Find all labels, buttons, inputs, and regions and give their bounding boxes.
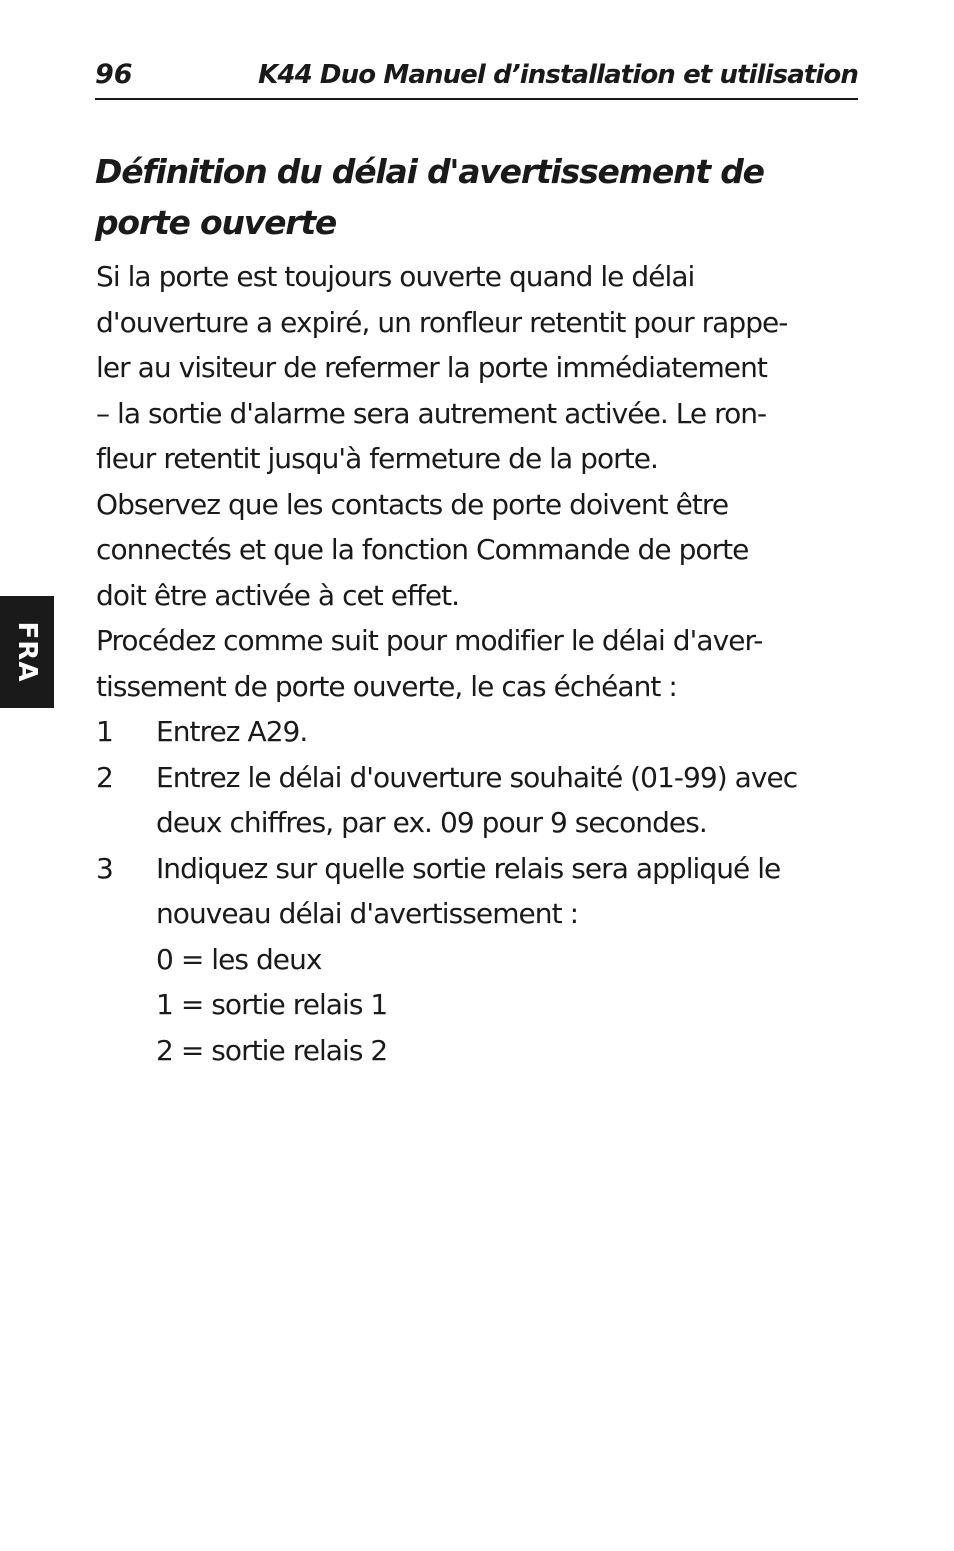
text-line: Procédez comme suit pour modifier le délai d'aver- — [96, 624, 763, 657]
language-tab-label: FRA — [12, 621, 42, 683]
page-header — [95, 56, 858, 100]
text-line: doit être activée à cet effet. — [96, 578, 460, 612]
text-line: – la sortie d'alarme sera autrement activée. Le ron- — [96, 396, 767, 430]
language-tab — [0, 596, 54, 708]
step-text: Entrez le délai d'ouverture souhaité (01-99) avec — [156, 760, 798, 794]
step-continuation — [96, 891, 866, 937]
paragraph-procedure — [96, 618, 866, 709]
text-line: ler au visiteur de refermer la porte immédiatement — [96, 351, 767, 384]
steps-list — [96, 709, 866, 937]
step-text: Indiquez sur quelle sortie relais sera appliqué le — [156, 851, 781, 885]
option-item: 2 = sortie relais 2 — [156, 1033, 388, 1067]
step-number: 3 — [96, 851, 113, 885]
option-item: 0 = les deux — [156, 942, 322, 976]
text-line: Observez que les contacts de porte doivent être — [96, 487, 729, 521]
step-item — [96, 709, 866, 755]
step-item — [96, 846, 866, 892]
page-number: 96 — [95, 59, 133, 90]
step-number: 2 — [96, 760, 113, 794]
text-line: fleur retentit jusqu'à fermeture de la porte. — [96, 442, 658, 475]
options-list — [96, 937, 866, 1074]
text-line: d'ouverture a expiré, un ronfleur retentit pour rappe- — [96, 305, 788, 339]
step-text: deux chiffres, par ex. 09 pour 9 secondes. — [156, 806, 707, 839]
step-number: 1 — [96, 715, 113, 748]
paragraph-note — [96, 482, 866, 619]
step-item — [96, 755, 866, 801]
step-continuation — [96, 800, 866, 846]
text-line: Si la porte est toujours ouverte quand le délai — [96, 260, 695, 293]
step-text: nouveau délai d'avertissement : — [156, 897, 579, 930]
section-heading: Définition du délai d'avertissement de porte ouverte — [95, 152, 764, 242]
option-item: 1 = sortie relais 1 — [156, 988, 388, 1021]
paragraph-intro — [96, 254, 866, 482]
step-text: Entrez A29. — [156, 715, 308, 748]
text-line: connectés et que la fonction Commande de porte — [96, 533, 749, 566]
section-body — [96, 254, 866, 1073]
running-title: K44 Duo Manuel d’installation et utilisation — [258, 60, 858, 90]
text-line: tissement de porte ouverte, le cas échéant : — [96, 669, 677, 703]
